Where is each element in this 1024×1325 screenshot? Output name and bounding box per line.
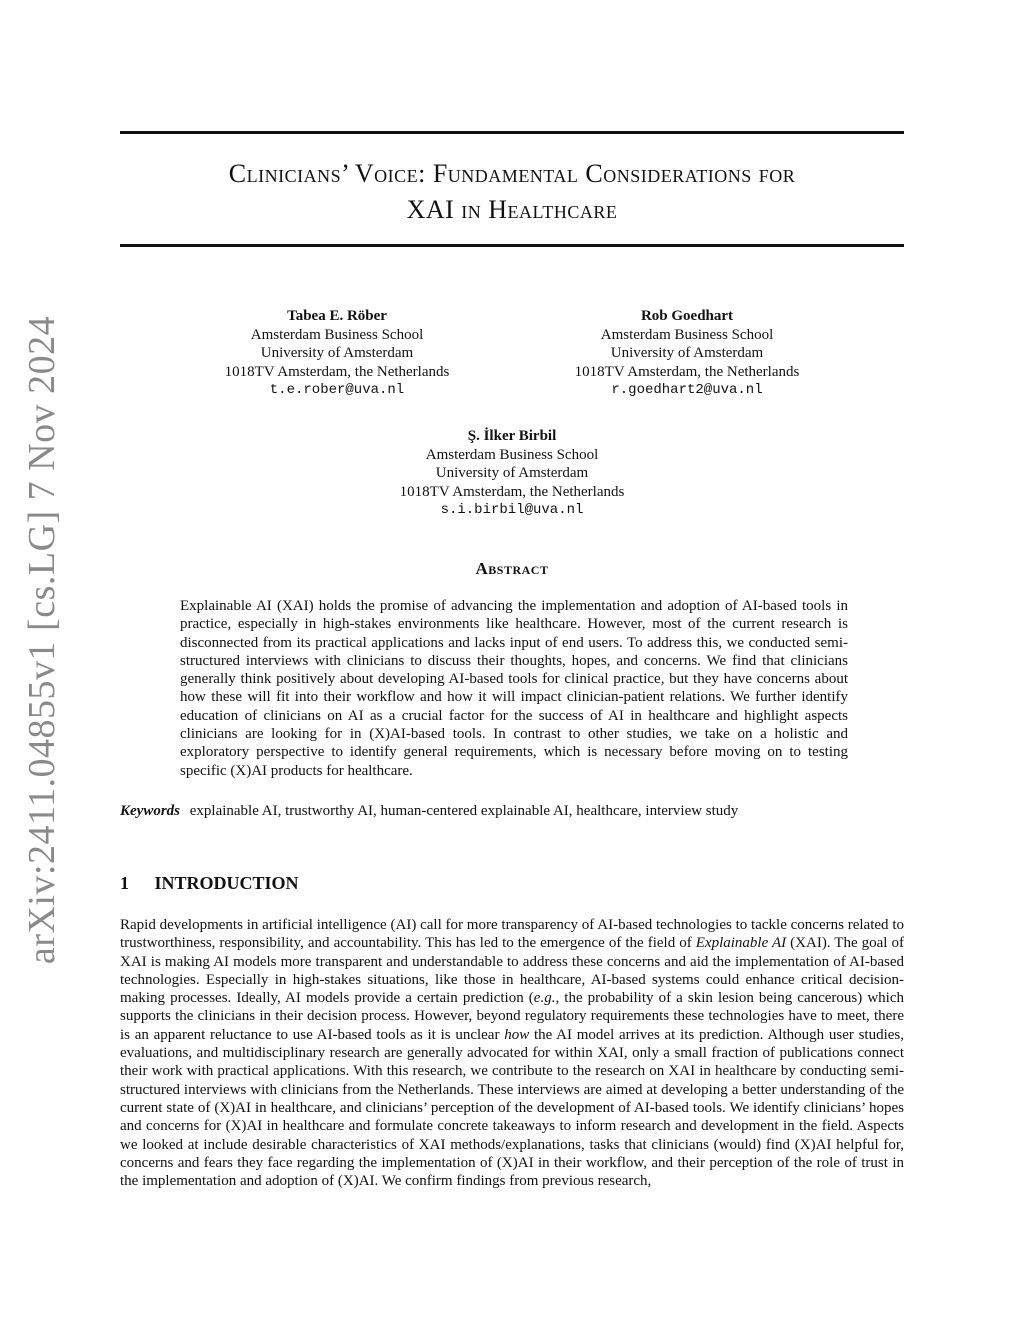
paper-title: [120, 156, 904, 228]
abstract-heading: Abstract: [475, 559, 549, 578]
author-university: University of Amsterdam: [435, 465, 589, 481]
introduction-paragraph: [120, 916, 904, 1190]
author-email: t.e.rober@uva.nl: [269, 382, 405, 398]
intro-text-part: the AI model arrives at its prediction. Although user studies, evaluations, and multidisciplinary research are generally advocated for within XAI, only a small fraction of publications connect their work with practical applications. With this research, we contribute to the research on XAI in healthcare by conducting semi-structured interviews with clinicians from the Netherlands. These interviews are aimed at developing a better understanding of the current state of (X)AI in healthcare, and clinicians’ perception of the development of AI-based tools. We identify clinicians’ hopes and concerns for (X)AI in healthcare and formulate concrete takeaways to inform research and development in the field. Aspects we looked at include desirable characteristics of XAI methods/explanations, tasks that clinicians (would) find (X)AI helpful for, concerns and fears they face regarding the implementation of (X)AI in their workflow, and their perception of the role of trust in the implementation and adoption of (X)AI. We confirm findings from previous research,: [120, 1026, 905, 1190]
author-address: 1018TV Amsterdam, the Netherlands: [399, 483, 625, 500]
author-address: 1018TV Amsterdam, the Netherlands: [574, 363, 800, 380]
author-affiliation: Amsterdam Business School: [600, 326, 774, 343]
keywords-line: [120, 802, 904, 820]
author-address: 1018TV Amsterdam, the Netherlands: [224, 363, 450, 380]
author-university: University of Amsterdam: [260, 345, 414, 361]
author-email: s.i.birbil@uva.nl: [440, 502, 584, 518]
author-affiliation: Amsterdam Business School: [425, 446, 599, 463]
author-email: r.goedhart2@uva.nl: [611, 382, 763, 398]
author-block: [362, 427, 662, 520]
author-block: [187, 307, 487, 400]
author-university: University of Amsterdam: [610, 345, 764, 361]
intro-emphasis: how: [504, 1026, 530, 1043]
abstract-text: Explainable AI (XAI) holds the promise of advancing the implementation and adoption of AI-based tools in practice, especially in high-stakes environments like healthcare. However, most of the current research is disconnected from its practical applications and lacks input of end users. To address this, we conducted semi-structured interviews with clinicians to discuss their thoughts, hopes, and concerns. We find that clinicians generally think positively about developing AI-based tools for clinical practice, but they have concerns about how these will fit into their workflow and how it will impact clinician-patient relations. We further identify education of clinicians on AI as a crucial factor for the success of AI in healthcare and highlight aspects clinicians are looking for in (X)AI-based tools. In contrast to other studies, we take on a holistic and exploratory perspective to identify general requirements, which is necessary before moving on to testing specific (X)AI products for healthcare.: [180, 598, 848, 779]
title-line-1: Clinicians’ Voice: Fundamental Considerations for: [228, 159, 796, 188]
section-title: INTRODUCTION: [154, 873, 299, 893]
author-name: Rob Goedhart: [640, 308, 734, 324]
title-line-2: XAI in Healthcare: [406, 195, 618, 224]
intro-text-part: , the probability of a skin lesion being cancerous) which supports the clinicians in their decision process. However, beyond regulatory requirements these technologies have to meet, there is an apparent reluctance to use AI-based tools as it is unclear: [120, 990, 904, 1043]
author-block: [537, 307, 837, 400]
intro-text-part: (XAI). The goal of XAI is making AI models more transparent and understandable to address these concerns and aid the implementation of AI-based technologies. Especially in high-stakes situations, like those in healthcare, AI-based systems could enhance critical decision-making processes. Ideally, AI models provide a certain prediction (: [120, 935, 904, 1007]
intro-emphasis: e.g.: [533, 990, 556, 1007]
intro-emphasis: Explainable AI: [695, 935, 787, 952]
arxiv-identifier-stamp: arXiv:2411.04855v1 [cs.LG] 7 Nov 2024: [21, 315, 63, 965]
keywords-text: explainable AI, trustworthy AI, human-centered explainable AI, healthcare, interview study: [189, 803, 739, 819]
title-bottom-rule: [120, 244, 904, 247]
author-name: Tabea E. Röber: [287, 308, 387, 324]
title-top-rule: [120, 131, 904, 134]
section-number: 1: [120, 873, 129, 893]
keywords-label: Keywords: [120, 803, 180, 819]
author-affiliation: Amsterdam Business School: [250, 326, 424, 343]
author-name: Ş. İlker Birbil: [467, 428, 557, 444]
intro-text-part: Rapid developments in artificial intelligence (AI) call for more transparency of AI-based technologies to tackle concerns related to trustworthiness, responsibility, and accountability. This has led to the emergence of the field of: [120, 917, 904, 952]
section-heading: [120, 873, 904, 894]
